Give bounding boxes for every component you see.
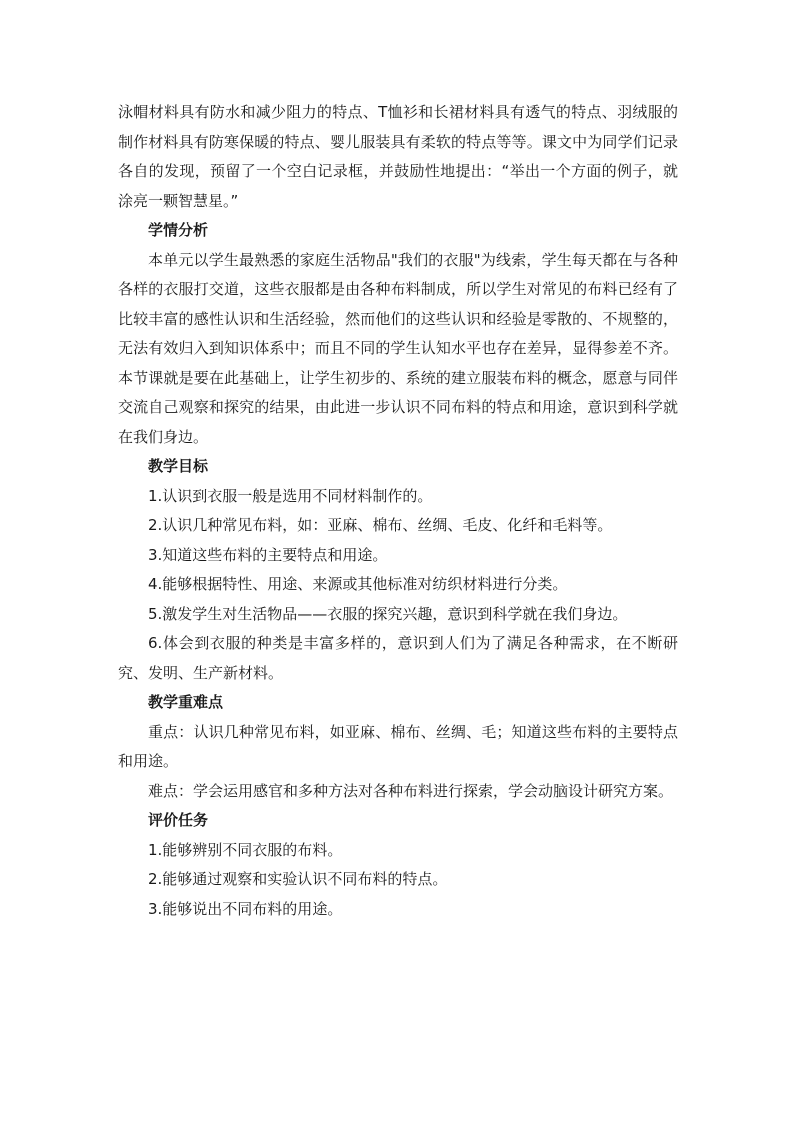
evaluation-item-2: 2.能够通过观察和实验认识不同布料的特点。 xyxy=(148,870,448,888)
objective-item-4: 4.能够根据特性、用途、来源或其他标准对纺织材料进行分类。 xyxy=(148,575,568,593)
objective-item-3: 3.知道这些布料的主要特点和用途。 xyxy=(148,545,388,564)
evaluation-heading: 评价任务 xyxy=(148,811,209,829)
objectives-heading: 教学目标 xyxy=(148,457,209,475)
evaluation-item-3: 3.能够说出不同布料的用途。 xyxy=(148,899,343,918)
objective-item-5: 5.激发学生对生活物品——衣服的探究兴趣，意识到科学就在我们身边。 xyxy=(148,604,628,623)
student-analysis-paragraph: 本单元以学生最熟悉的家庭生活物品"我们的衣服"为线索，学生每天都在与各种各样的衣服打交道，这些衣服都是由各种布料制成，所以学生对常见的布料已经有了比较丰富的感性认识和生活经验，然而他们的这些认识和经验是零散的、不规整的，无法有效归入到知识体系中；而且不同的学生认知水平也存在差异，显得参差不齐。本节课就是要在此基础上，让学生初步的、系统的建立服装布料的概念，愿意与同伴交流自己观察和探究的结果，由此进一步认识不同布料的特点和用途，意识到科学就在我们身边。 xyxy=(118,250,678,446)
objective-item-1: 1.认识到衣服一般是选用不同材料制作的。 xyxy=(148,486,433,505)
document-page xyxy=(118,98,678,924)
objective-item-2: 2.认识几种常见布料，如：亚麻、棉布、丝绸、毛皮、化纤和毛料等。 xyxy=(148,516,613,534)
evaluation-item-1: 1.能够辨别不同衣服的布料。 xyxy=(148,840,343,859)
key-point-focus: 重点：认识几种常见布料，如亚麻、棉布、丝绸、毛；知道这些布料的主要特点和用途。 xyxy=(118,722,678,770)
intro-continuation-paragraph: 泳帽材料具有防水和减少阻力的特点、T恤衫和长裙材料具有透气的特点、羽绒服的制作材料具有防寒保暖的特点、婴儿服装具有柔软的特点等等。课文中为同学们记录各自的发现，预留了一个空白记录框，并鼓励性地提出：“举出一个方面的例子，就涂亮一颗智慧星。” xyxy=(118,103,678,210)
key-point-difficulty: 难点：学会运用感官和多种方法对各种布料进行探索，学会动脑设计研究方案。 xyxy=(148,781,674,800)
key-points-heading: 教学重难点 xyxy=(148,693,224,711)
student-analysis-heading: 学情分析 xyxy=(148,221,209,239)
objective-item-6: 6.体会到衣服的种类是丰富多样的，意识到人们为了满足各种需求，在不断研究、发明、生产新材料。 xyxy=(118,634,678,682)
